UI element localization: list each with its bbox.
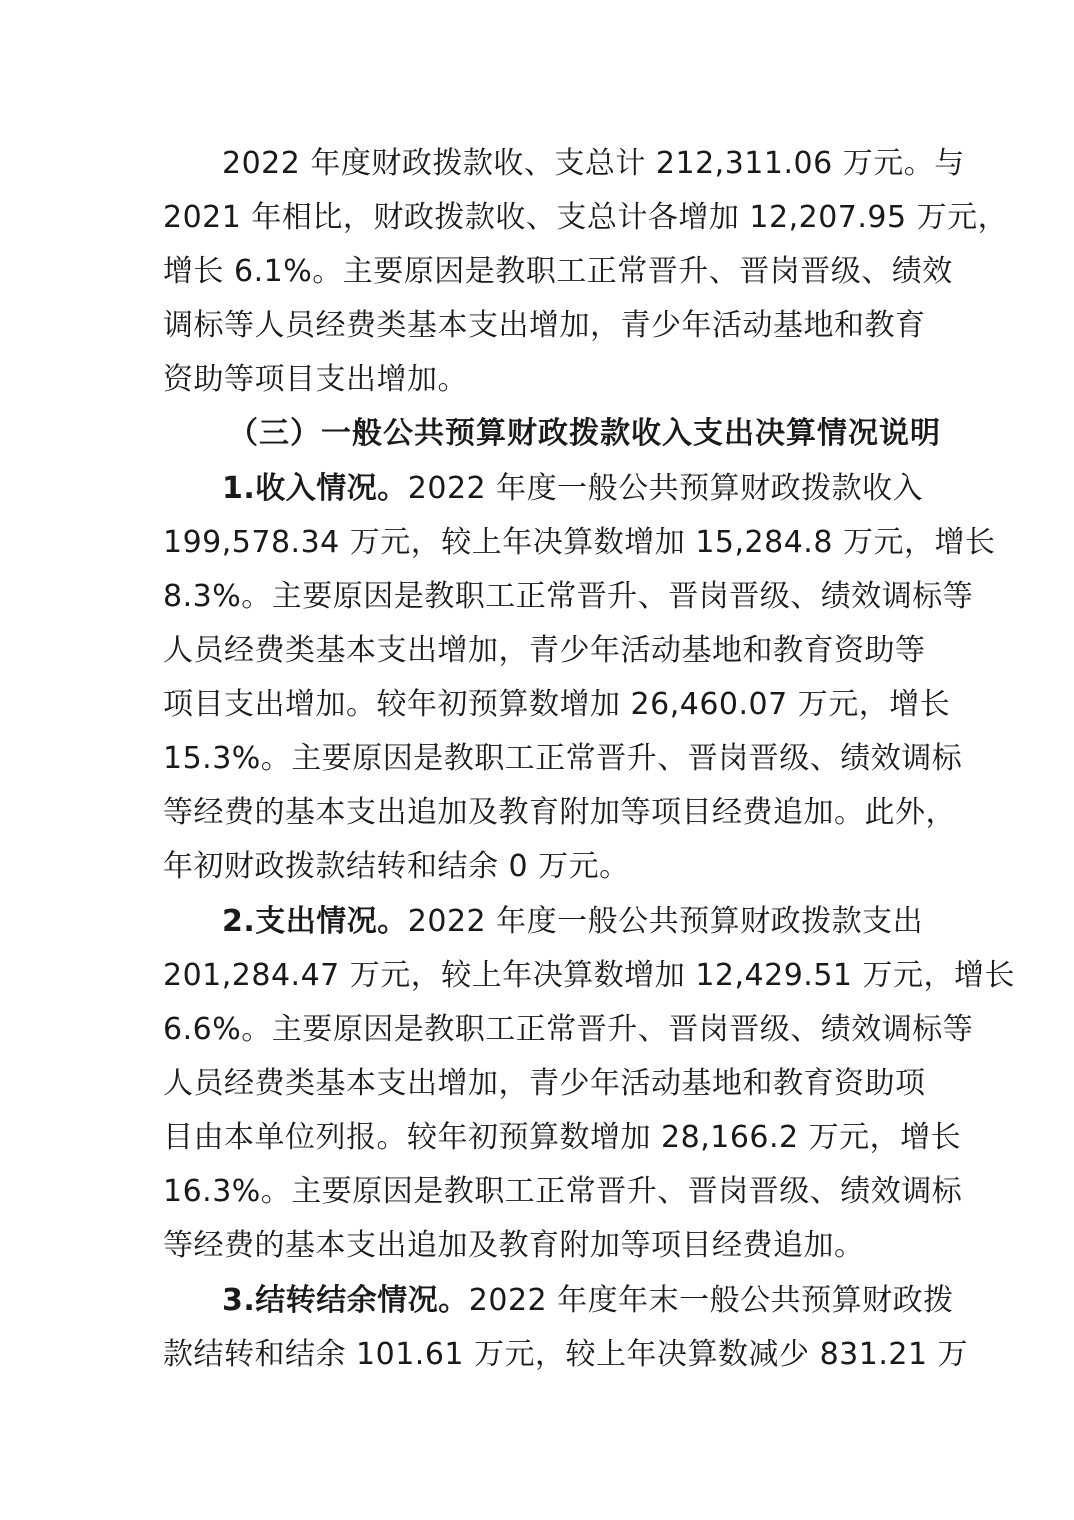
paragraph-1-line-4: 调标等人员经费类基本支出增加，青少年活动基地和教育: [163, 308, 926, 343]
paragraph-3-line-2: 201,284.47 万元，较上年决算数增加 12,429.51 万元，增长: [163, 958, 1016, 993]
paragraph-1-line-3: 增长 6.1%。主要原因是教职工正常晋升、晋岗晋级、绩效: [163, 254, 953, 289]
paragraph-3-line-1: [222, 902, 923, 942]
paragraph-1-line-5: 资助等项目支出增加。: [163, 362, 468, 397]
paragraph-1-line-1: 2022 年度财政拨款收、支总计 212,311.06 万元。与: [222, 146, 965, 181]
carryover-lead: 3.结转结余情况。: [222, 1283, 469, 1318]
paragraph-4-line-1: [222, 1281, 954, 1321]
paragraph-2-line-4: 人员经费类基本支出增加，青少年活动基地和教育资助等: [163, 633, 926, 668]
paragraph-2-line-6: 15.3%。主要原因是教职工正常晋升、晋岗晋级、绩效调标: [163, 741, 963, 776]
paragraph-2-line-3: 8.3%。主要原因是教职工正常晋升、晋岗晋级、绩效调标等: [163, 579, 974, 614]
paragraph-2-line-8: 年初财政拨款结转和结余 0 万元。: [163, 849, 630, 884]
paragraph-2-line-7: 等经费的基本支出追加及教育附加等项目经费追加。此外，: [163, 795, 956, 830]
income-first-text: 2022 年度一般公共预算财政拨款收入: [407, 471, 924, 506]
carryover-first-text: 2022 年度年末一般公共预算财政拨: [468, 1283, 954, 1318]
paragraph-2-line-1: [222, 469, 923, 509]
paragraph-3-line-4: 人员经费类基本支出增加，青少年活动基地和教育资助项: [163, 1066, 926, 1101]
paragraph-2-line-5: 项目支出增加。较年初预算数增加 26,460.07 万元，增长: [163, 687, 951, 722]
paragraph-3-line-5: 目由本单位列报。较年初预算数增加 28,166.2 万元，增长: [163, 1120, 962, 1155]
paragraph-1-line-2: 2021 年相比，财政拨款收、支总计各增加 12,207.95 万元，: [163, 200, 1009, 235]
expenditure-lead: 2.支出情况。: [222, 904, 408, 939]
paragraph-3-line-3: 6.6%。主要原因是教职工正常晋升、晋岗晋级、绩效调标等: [163, 1012, 974, 1047]
section-heading: （三）一般公共预算财政拨款收入支出决算情况说明: [228, 416, 941, 451]
paragraph-3-line-6: 16.3%。主要原因是教职工正常晋升、晋岗晋级、绩效调标: [163, 1174, 963, 1209]
income-lead: 1.收入情况。: [222, 471, 408, 506]
expenditure-first-text: 2022 年度一般公共预算财政拨款支出: [407, 904, 924, 939]
paragraph-2-line-2: 199,578.34 万元，较上年决算数增加 15,284.8 万元，增长: [163, 525, 996, 560]
paragraph-3-line-7: 等经费的基本支出追加及教育附加等项目经费追加。: [163, 1228, 865, 1263]
paragraph-4-line-2: 款结转和结余 101.61 万元，较上年决算数减少 831.21 万: [163, 1337, 969, 1372]
